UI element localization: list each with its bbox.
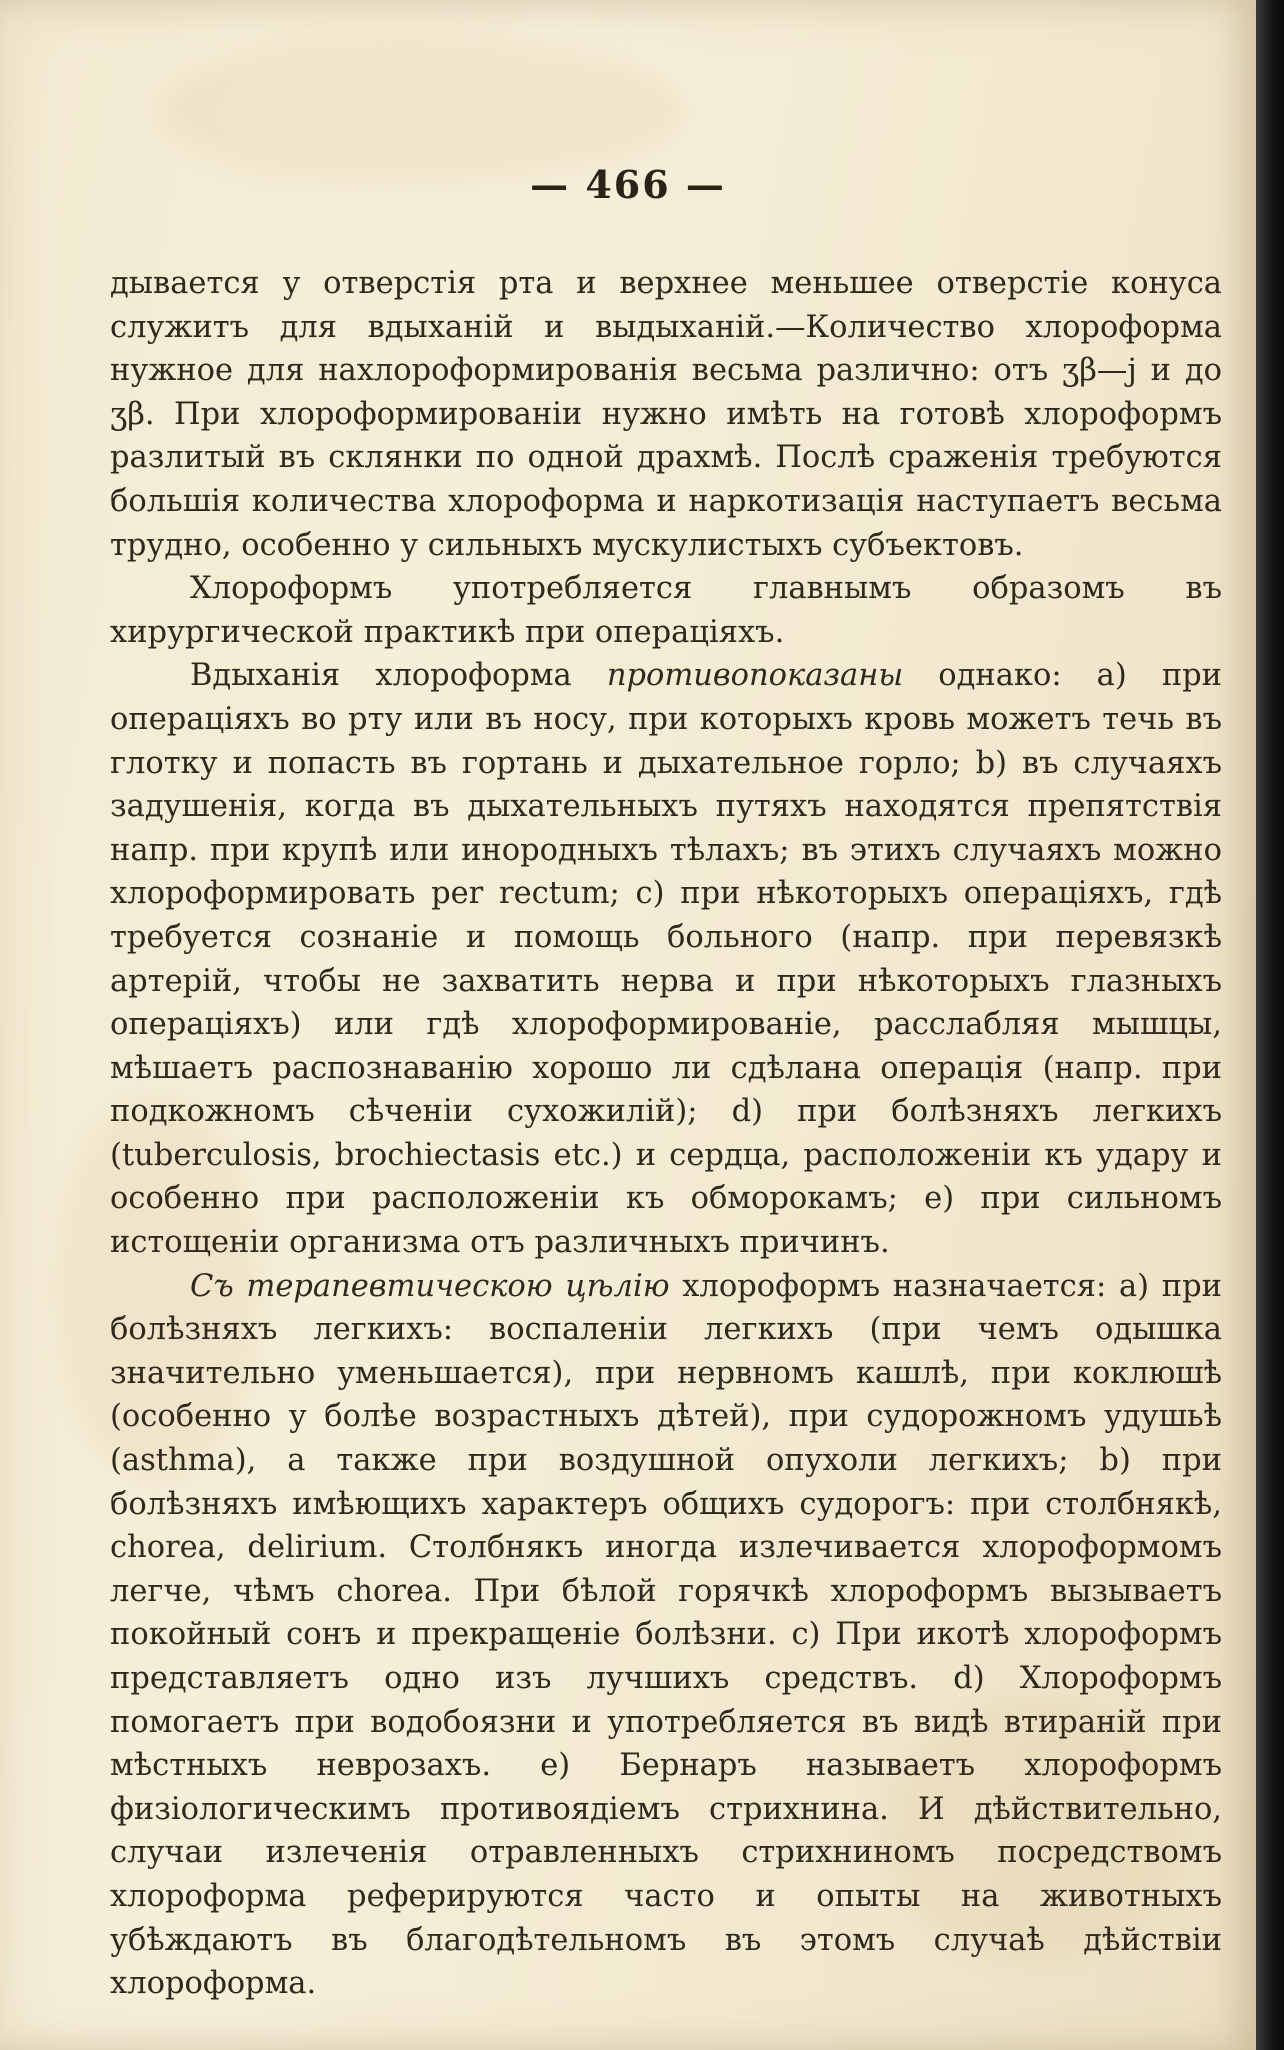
text-segment: хлороформъ назначается: a) при болѣзняхъ легкихъ: воспаленіи легкихъ (при чемъ одышка значительно уменьшается), при нервномъ кашлѣ, при коклюшѣ (особенно у болѣе возрастныхъ дѣтей), при судорожномъ удушьѣ (asthma), а также при воздушной опухоли легкихъ; b) при болѣзняхъ имѣющихъ характеръ общихъ судорогъ: при столбнякѣ, chorea, delirium. Столбнякъ иногда излечивается хлороформомъ легче, чѣмъ chorea. При бѣлой горячкѣ хлороформъ вызываетъ покойный сонъ и прекращеніе болѣзни. c) При икотѣ хлороформъ представляетъ одно изъ лучшихъ средствъ. d) Хлороформъ помогаетъ при водобоязни и употребляется въ видѣ втираній при мѣстныхъ неврозахъ. e) Бернаръ называетъ хлороформъ физіологическимъ противоядіемъ стрихнина. И дѣйствительно, случаи излеченія отравленныхъ стрихниномъ посредствомъ хлороформа реферируются часто и опыты на животныхъ убѣждаютъ въ благодѣтельномъ въ этомъ случаѣ дѣйствіи хлороформа. — [110, 1268, 1222, 2002]
scan-edge — [1256, 0, 1284, 2050]
paper-stain — [160, 40, 680, 180]
text-segment: Хлороформъ употребляется главнымъ образомъ въ хирургической практикѣ при операціяхъ. — [110, 571, 1222, 650]
italic-term: Съ терапевтическою цѣлію — [190, 1268, 670, 1304]
text-segment: однако: a) при операціяхъ во рту или въ носу, при которыхъ кровь можетъ течь въ глотку и попасть въ гортань и дыхательное горло; b) въ случаяхъ задушенія, когда въ дыхательныхъ путяхъ находятся препятствія напр. при крупѣ или инородныхъ тѣлахъ; въ этихъ случаяхъ можно хлороформировать per rectum; c) при нѣкоторыхъ операціяхъ, гдѣ требуется сознаніе и помощь больного (напр. при перевязкѣ артерій, чтобы не захватить нерва и при нѣкоторыхъ глазныхъ операціяхъ) или гдѣ хлороформированіе, расслабляя мышцы, мѣшаетъ распознаванію хорошо ли сдѣлана операція (напр. при подкожномъ сѣченіи сухожилій); d) при болѣзняхъ легкихъ (tuberculosis, brochiectasis etc.) и сердца, расположеніи къ удару и особенно при расположеніи къ обморокамъ; e) при сильномъ истощеніи организма отъ различныхъ причинъ. — [110, 658, 1222, 1261]
paragraph — [110, 654, 1222, 1264]
text-segment: Вдыханія хлороформа — [190, 658, 607, 694]
paragraph — [110, 1265, 1222, 2006]
paragraph — [110, 262, 1222, 567]
italic-term: противопоказаны — [606, 658, 904, 694]
paragraph — [110, 567, 1222, 654]
page-number: — 466 — — [530, 162, 726, 207]
body-text — [110, 262, 1222, 2006]
text-segment: дывается у отверстія рта и верхнее меньшее отверстіе конуса служитъ для вдыханій и выдыханій.—Количество хлороформа нужное для нахлороформированія весьма различно: отъ ʒβ—j и до ʒβ. При хлороформированіи нужно имѣть на готовѣ хлороформъ разлитый въ склянки по одной драхмѣ. Послѣ сраженія требуются большія количества хлороформа и наркотизація наступаетъ весьма трудно, особенно у сильныхъ мускулистыхъ субъектовъ. — [110, 266, 1222, 563]
